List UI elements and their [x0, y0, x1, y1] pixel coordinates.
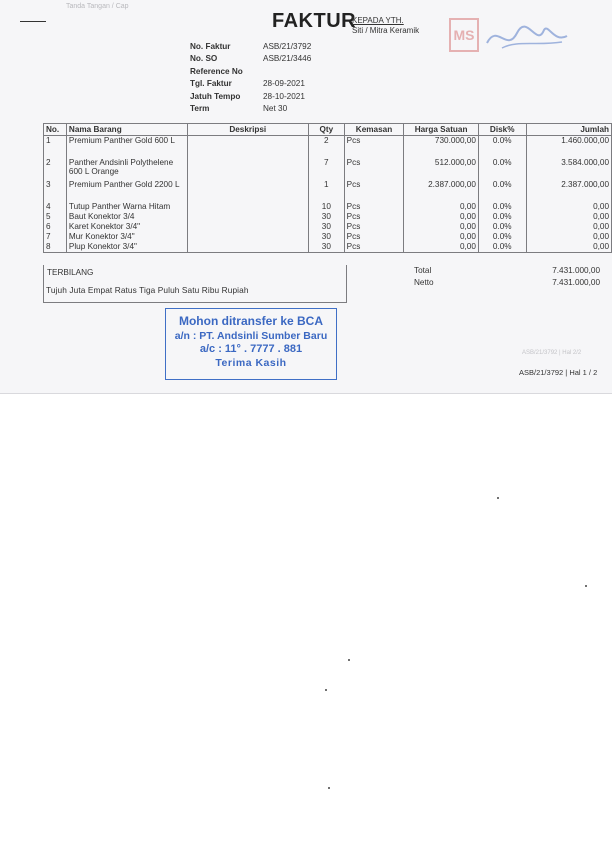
col-no: No.	[44, 124, 67, 136]
scan-speck	[585, 585, 587, 587]
col-desc: Deskripsi	[187, 124, 308, 136]
meta-row: Tgl. Faktur 28-09-2021	[190, 79, 305, 89]
total-label: Total	[414, 266, 432, 275]
table-row: 1 Premium Panther Gold 600 L 2 Pcs 730.000,00 0.0% 1.460.000,00	[44, 136, 612, 158]
table-row: 4 Tutup Panther Warna Hitam 10 Pcs 0,00 0.0% 0,00	[44, 202, 612, 212]
faded-page-reference: ASB/21/3792 | Hal 2/2	[522, 350, 582, 356]
netto-row	[414, 278, 600, 290]
table-row: 6 Karet Konektor 3/4" 30 Pcs 0,00 0.0% 0,00	[44, 222, 612, 232]
meta-row: No. SO ASB/21/3446	[190, 54, 312, 64]
col-jumlah: Jumlah	[526, 124, 611, 136]
bank-transfer-stamp	[165, 308, 337, 380]
company-logo: MS	[449, 18, 479, 52]
scan-mark	[20, 21, 46, 22]
signature-image	[482, 18, 572, 58]
netto-value: 7.431.000,00	[552, 278, 600, 287]
col-name: Nama Barang	[66, 124, 187, 136]
recipient-label: KEPADA YTH.	[352, 16, 404, 25]
table-row: 8 Plup Konektor 3/4" 30 Pcs 0,00 0.0% 0,00	[44, 242, 612, 253]
items-table	[43, 123, 612, 253]
scan-speck	[328, 787, 330, 789]
netto-label: Netto	[414, 278, 434, 287]
totals-section	[414, 266, 600, 290]
col-qty: Qty	[309, 124, 345, 136]
meta-row: Jatuh Tempo 28-10-2021	[190, 91, 305, 101]
stamp-line-3: a/c : 11° . 7777 . 881	[199, 343, 303, 355]
invoice-sheet	[0, 0, 612, 394]
recipient-name: Siti / Mitra Keramik	[352, 26, 420, 35]
invoice-title: FAKTUR	[272, 10, 357, 32]
scan-speck	[348, 659, 350, 661]
total-row	[414, 266, 600, 278]
meta-row: Term Net 30	[190, 104, 288, 114]
terbilang-label: TERBILANG	[47, 268, 94, 277]
col-kemasan: Kemasan	[344, 124, 404, 136]
scan-speck	[497, 497, 499, 499]
invoice-meta	[190, 40, 311, 115]
total-value: 7.431.000,00	[552, 266, 600, 275]
table-header-row	[44, 124, 612, 136]
terbilang-text: Tujuh Juta Empat Ratus Tiga Puluh Satu Ribu Rupiah	[46, 285, 249, 295]
table-row: 2 Panther Andsinli Polythelene 600 L Orange 7 Pcs 512.000,00 0.0% 3.584.000,00	[44, 158, 612, 180]
scan-speck	[325, 689, 327, 691]
col-disk: Disk%	[478, 124, 526, 136]
stamp-line-1: Mohon ditransfer ke BCA	[178, 314, 323, 328]
faded-signature-label: Tanda Tangan / Cap	[66, 3, 129, 10]
stamp-line-2: a/n : PT. Andsinli Sumber Baru	[174, 330, 328, 342]
terbilang-box	[43, 265, 347, 303]
page-reference: ASB/21/3792 | Hal 1 / 2	[519, 368, 598, 377]
col-harga: Harga Satuan	[404, 124, 479, 136]
meta-row: Reference No	[190, 66, 243, 76]
table-row: 3 Premium Panther Gold 2200 L 1 Pcs 2.387.000,00 0.0% 2.387.000,00	[44, 180, 612, 202]
table-row: 5 Baut Konektor 3/4 30 Pcs 0,00 0.0% 0,00	[44, 212, 612, 222]
stamp-line-4: Terima Kasih	[215, 357, 287, 369]
meta-row: No. Faktur ASB/21/3792	[190, 41, 312, 51]
table-row: 7 Mur Konektor 3/4" 30 Pcs 0,00 0.0% 0,00	[44, 232, 612, 242]
